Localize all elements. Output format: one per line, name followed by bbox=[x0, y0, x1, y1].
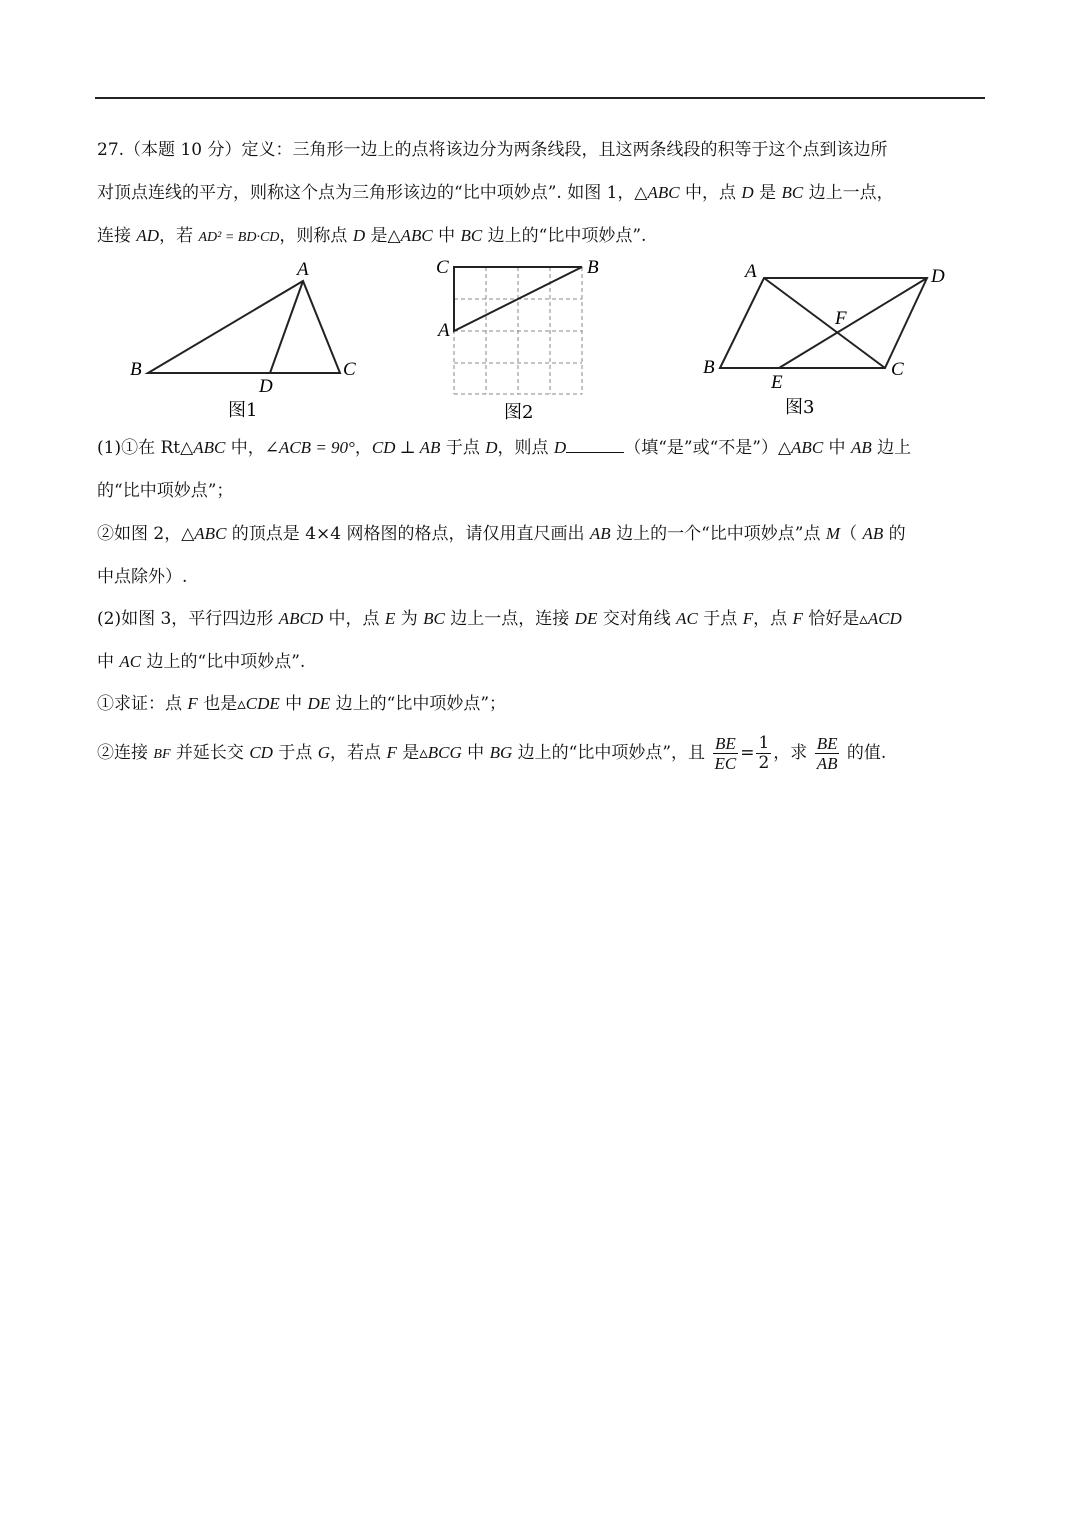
math: BC bbox=[460, 226, 483, 245]
math: BC bbox=[781, 183, 804, 202]
text: ，若 bbox=[159, 226, 199, 246]
label-d: D bbox=[931, 266, 945, 287]
text: 边上一点，连接 bbox=[444, 609, 575, 629]
figure-1 bbox=[125, 255, 365, 425]
denominator: EC bbox=[714, 754, 737, 773]
diagonal-ac bbox=[764, 278, 885, 368]
question-2-2 bbox=[97, 728, 886, 780]
text: 并延长交 bbox=[170, 743, 250, 763]
text: ②连接 bbox=[97, 743, 154, 763]
question-1-1-line-2 bbox=[97, 479, 233, 503]
label-b: B bbox=[587, 257, 599, 278]
text: 是 bbox=[753, 183, 782, 203]
label-c: C bbox=[343, 359, 356, 380]
math: AB bbox=[850, 438, 872, 457]
fraction-be-ab bbox=[815, 734, 840, 773]
label-f: F bbox=[835, 308, 847, 329]
figure-caption: 图1 bbox=[228, 400, 258, 421]
text: 的“比中项妙点”； bbox=[97, 481, 234, 501]
problem-intro-line-3 bbox=[97, 224, 646, 250]
text: 恰好是▵ bbox=[802, 609, 868, 629]
text: 中 bbox=[432, 226, 461, 246]
triangle-abc bbox=[148, 281, 340, 373]
math: CD bbox=[249, 743, 273, 762]
math: BG bbox=[489, 743, 513, 762]
text: 是▵ bbox=[396, 743, 428, 763]
math: D bbox=[485, 438, 498, 457]
math: F bbox=[187, 694, 198, 713]
label-a: A bbox=[745, 261, 757, 282]
text: 中 bbox=[461, 743, 490, 763]
text: 边上的“比中项妙点”. bbox=[482, 226, 647, 246]
math: D bbox=[352, 226, 366, 245]
math: ABC bbox=[194, 524, 227, 543]
math-equation: AD² = BD·CD bbox=[198, 230, 280, 245]
numerator: 1 bbox=[758, 733, 770, 753]
problem-intro-line-1 bbox=[97, 138, 887, 162]
math: BF bbox=[153, 747, 171, 762]
math: AC bbox=[676, 609, 698, 628]
grid-lines bbox=[454, 267, 582, 394]
math: ABC bbox=[647, 183, 680, 202]
denominator: AB bbox=[816, 754, 838, 773]
text: （填“是”或“不是”）△ bbox=[624, 438, 792, 458]
text: 中 bbox=[97, 652, 120, 672]
text: ， bbox=[354, 438, 372, 458]
text: 边上的“比中项妙点”. bbox=[141, 652, 306, 672]
figure-2 bbox=[430, 255, 610, 425]
text: 中，点 bbox=[679, 183, 742, 203]
math: BC bbox=[423, 609, 445, 628]
text: 的 bbox=[883, 524, 906, 544]
math: ACD bbox=[867, 609, 902, 628]
text: 中点除外）. bbox=[97, 567, 188, 587]
text: 中，点 bbox=[323, 609, 385, 629]
math: AD bbox=[136, 226, 160, 245]
text: 于点 bbox=[440, 438, 486, 458]
math: F bbox=[386, 743, 397, 762]
math: DE bbox=[307, 694, 331, 713]
label-b: B bbox=[130, 359, 142, 380]
math: ABC bbox=[791, 438, 824, 457]
text: ，则称点 bbox=[279, 226, 353, 246]
math: F bbox=[792, 609, 803, 628]
math: D bbox=[553, 438, 567, 457]
text: 边上的“比中项妙点”，且 bbox=[512, 743, 711, 763]
text: (2)如图 3，平行四边形 bbox=[97, 609, 279, 629]
label-c: C bbox=[436, 257, 449, 278]
text: 边上的一个“比中项妙点”点 bbox=[610, 524, 826, 544]
text: 边上的“比中项妙点”； bbox=[330, 694, 507, 714]
question-1-2 bbox=[97, 522, 906, 546]
figure-caption: 图2 bbox=[504, 402, 534, 423]
math: DE bbox=[574, 609, 598, 628]
math: AC bbox=[119, 652, 142, 671]
text: （ bbox=[840, 524, 863, 544]
text: ，点 bbox=[753, 609, 793, 629]
fraction-be-ec bbox=[712, 734, 738, 773]
math: E bbox=[384, 609, 396, 628]
label-a: A bbox=[297, 259, 309, 280]
numerator: BE bbox=[816, 734, 838, 753]
math: G bbox=[317, 743, 331, 762]
answer-blank[interactable] bbox=[566, 436, 624, 453]
math: = bbox=[740, 743, 755, 763]
label-c: C bbox=[891, 359, 904, 380]
text: 连接 bbox=[97, 226, 137, 246]
text: 为 bbox=[395, 609, 424, 629]
label-a: A bbox=[438, 320, 450, 341]
text: (1)①在 Rt△ bbox=[97, 438, 194, 458]
segment-de bbox=[779, 278, 927, 368]
text: 对顶点连线的平方，则称这个点为三角形该边的“比中项妙点”. 如图 1，△ bbox=[97, 183, 648, 203]
figure-3 bbox=[695, 255, 965, 425]
text: 交对角线 bbox=[597, 609, 677, 629]
figure-caption: 图3 bbox=[785, 397, 815, 418]
label-b: B bbox=[703, 357, 715, 378]
segment-ad bbox=[270, 281, 303, 373]
question-2-1 bbox=[97, 692, 506, 716]
question-2-line-2 bbox=[97, 650, 305, 674]
text: 于点 bbox=[272, 743, 318, 763]
math: AB bbox=[862, 524, 884, 543]
text: 边上 bbox=[871, 438, 912, 458]
math: ABCD bbox=[278, 609, 324, 628]
math: ∠ACB = 90° bbox=[264, 438, 355, 457]
math: D bbox=[741, 183, 754, 202]
text: ，则点 bbox=[497, 438, 554, 458]
math: ABC bbox=[193, 438, 226, 457]
math: AB bbox=[589, 524, 611, 543]
math: M bbox=[825, 524, 841, 543]
header-rule bbox=[95, 97, 985, 99]
math: BCG bbox=[427, 743, 462, 762]
label-d: D bbox=[259, 376, 273, 397]
question-1-1 bbox=[97, 436, 911, 460]
problem-intro-line-2 bbox=[97, 181, 894, 205]
text: 中， bbox=[225, 438, 265, 458]
math: CD ⊥ AB bbox=[371, 438, 441, 457]
text: 的顶点是 4×4 网格图的格点，请仅用直尺画出 bbox=[226, 524, 590, 544]
denominator: 2 bbox=[758, 753, 770, 773]
text: 27.（本题 10 分）定义：三角形一边上的点将该边分为两条线段，且这两条线段的积等于这个点到该边所 bbox=[97, 140, 888, 160]
text: ②如图 2，△ bbox=[97, 524, 195, 544]
label-e: E bbox=[771, 372, 783, 393]
text: 也是▵ bbox=[197, 694, 246, 714]
text: ，若点 bbox=[330, 743, 387, 763]
text: 的值. bbox=[841, 743, 887, 763]
text: 中 bbox=[279, 694, 308, 714]
text: 边上一点， bbox=[803, 183, 894, 203]
text: 是△ bbox=[365, 226, 401, 246]
math: CDE bbox=[245, 694, 280, 713]
text: ，求 bbox=[773, 743, 813, 763]
question-2 bbox=[97, 607, 902, 631]
text: ①求证：点 bbox=[97, 694, 188, 714]
text: 中 bbox=[823, 438, 851, 458]
math: F bbox=[742, 609, 754, 628]
numerator: BE bbox=[714, 734, 736, 753]
question-1-2-line-2 bbox=[97, 565, 187, 589]
fraction-one-half bbox=[756, 734, 771, 773]
text: 于点 bbox=[697, 609, 743, 629]
math: ABC bbox=[400, 226, 433, 245]
